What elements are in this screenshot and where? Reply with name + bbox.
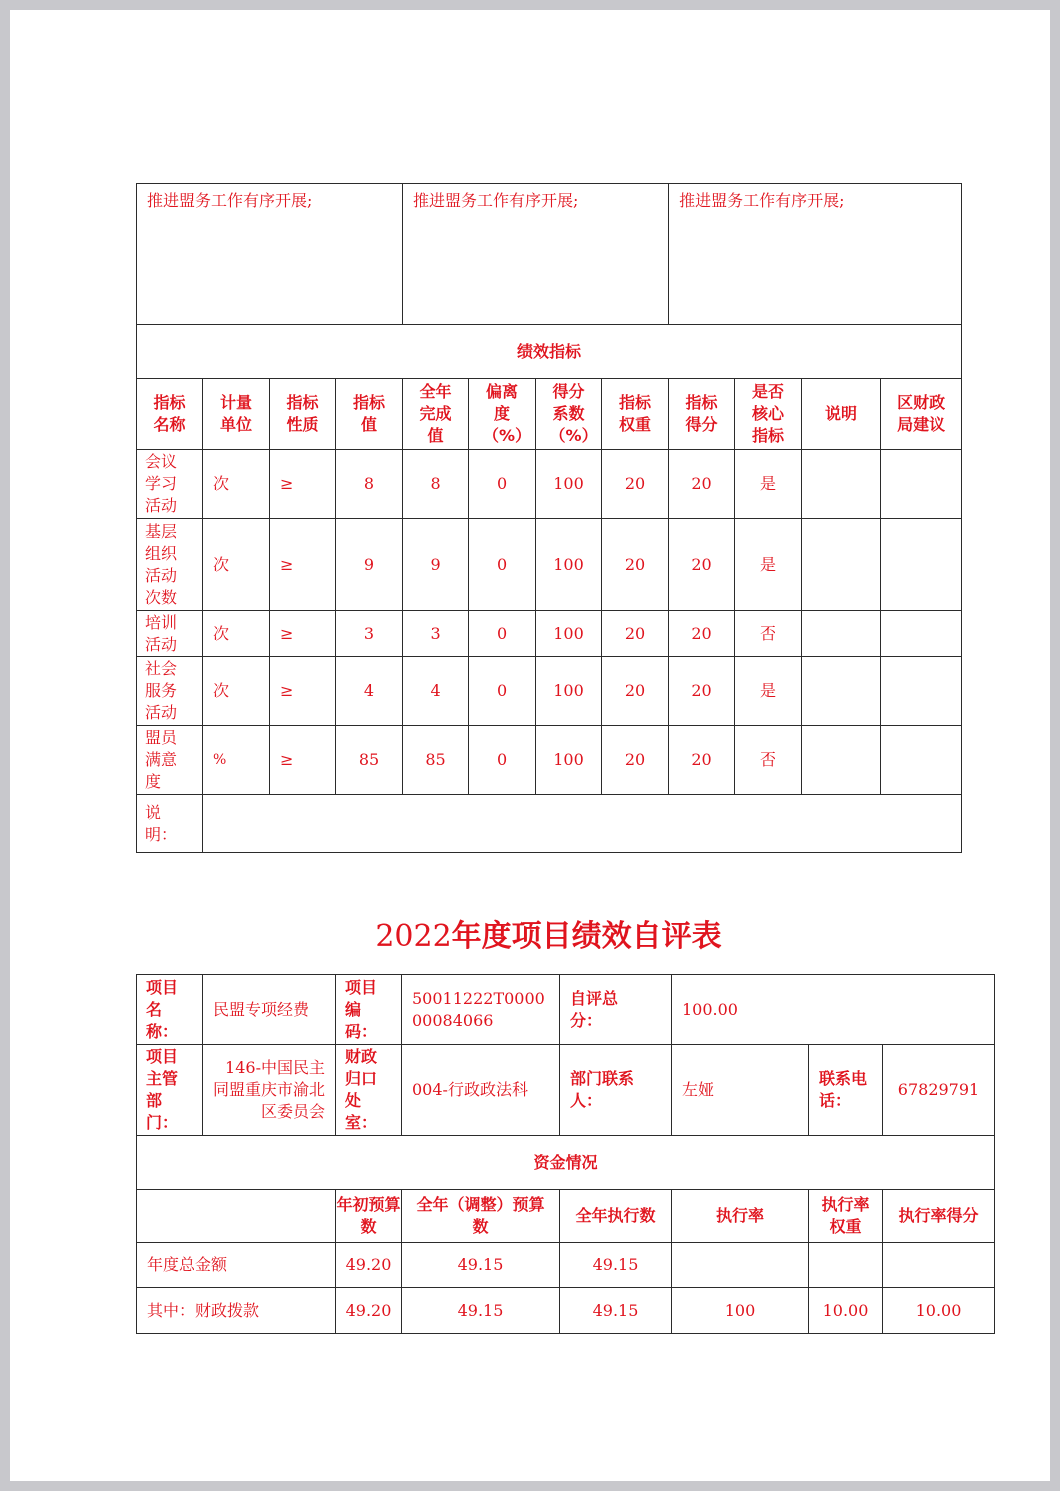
actual-cell: 85 [403,726,469,795]
fund-col-header: 执行率权重 [809,1190,883,1243]
rate-weight-cell [809,1243,883,1288]
adjusted-cell: 49.15 [402,1288,560,1334]
actual-cell: 8 [403,450,469,519]
note-value [203,795,962,853]
note-label: 说明： [137,795,203,853]
note-cell [802,726,881,795]
project-name-label: 项目名称： [137,975,203,1045]
weight-cell: 20 [602,611,669,657]
fund-row [137,1288,995,1334]
project-info-row [137,975,995,1045]
coef-cell: 100 [536,657,602,726]
nature-cell: ≥ [270,611,336,657]
score-cell: 20 [669,726,735,795]
budget-cell: 49.20 [336,1288,402,1334]
contact-label: 部门联系人： [560,1045,672,1136]
col-header: 得分系数（%） [536,379,602,450]
rate-cell [672,1243,809,1288]
project-code: 50011222T000000084066 [402,975,560,1045]
indicator-name: 培训活动 [137,611,203,657]
goal-cell: 推进盟务工作有序开展; [669,184,962,325]
score-cell: 20 [669,450,735,519]
dept: 146-中国民主同盟重庆市渝北区委员会 [203,1045,336,1136]
fund-section-title: 资金情况 [137,1136,995,1190]
phone-label: 联系电话： [809,1045,883,1136]
core-cell: 是 [735,657,802,726]
note-row [137,795,962,853]
section-title: 绩效指标 [137,325,962,379]
advice-cell [881,519,962,611]
col-header: 计量单位 [203,379,270,450]
header-row [137,379,962,450]
target-cell: 85 [336,726,403,795]
dept-info-row [137,1045,995,1136]
target-cell: 9 [336,519,403,611]
goal-row [137,184,962,325]
target-cell: 4 [336,657,403,726]
fund-label: 年度总金额 [137,1243,336,1288]
note-cell [802,611,881,657]
deviation-cell: 0 [469,726,536,795]
unit-cell: 次 [203,519,270,611]
goal-cell: 推进盟务工作有序开展; [403,184,669,325]
deviation-cell: 0 [469,611,536,657]
advice-cell [881,657,962,726]
indicator-name: 会议学习活动 [137,450,203,519]
project-self-evaluation-table [136,974,995,1334]
col-header: 区财政局建议 [881,379,962,450]
actual-cell: 4 [403,657,469,726]
fund-label: 其中：财政拨款 [137,1288,336,1334]
actual-cell: 3 [403,611,469,657]
rate-cell: 100 [672,1288,809,1334]
fund-col-header [137,1190,336,1243]
project-name: 民盟专项经费 [203,975,336,1045]
coef-cell: 100 [536,519,602,611]
dept-label: 项目主管部门： [137,1045,203,1136]
budget-cell: 49.20 [336,1243,402,1288]
coef-cell: 100 [536,726,602,795]
goal-cell: 推进盟务工作有序开展; [137,184,403,325]
title-year: 2022 [375,919,452,954]
col-header: 指标值 [336,379,403,450]
fund-row [137,1243,995,1288]
col-header: 偏离度（%） [469,379,536,450]
deviation-cell: 0 [469,519,536,611]
col-header: 指标权重 [602,379,669,450]
fund-col-header: 执行率得分 [883,1190,995,1243]
advice-cell [881,450,962,519]
target-cell: 8 [336,450,403,519]
col-header: 是否核心指标 [735,379,802,450]
nature-cell: ≥ [270,726,336,795]
col-header: 指标性质 [270,379,336,450]
coef-cell: 100 [536,450,602,519]
executed-cell: 49.15 [560,1288,672,1334]
col-header: 指标得分 [669,379,735,450]
core-cell: 否 [735,726,802,795]
indicator-name: 基层组织活动次数 [137,519,203,611]
page-title [136,917,961,957]
actual-cell: 9 [403,519,469,611]
fund-header-row [137,1190,995,1243]
col-header: 全年完成值 [403,379,469,450]
self-score: 100.00 [672,975,995,1045]
nature-cell: ≥ [270,519,336,611]
note-cell [802,657,881,726]
weight-cell: 20 [602,726,669,795]
project-code-label: 项目编码： [336,975,402,1045]
indicator-name: 社会服务活动 [137,657,203,726]
table-row [137,450,962,519]
core-cell: 否 [735,611,802,657]
nature-cell: ≥ [270,657,336,726]
score-cell: 20 [669,611,735,657]
core-cell: 是 [735,519,802,611]
weight-cell: 20 [602,450,669,519]
executed-cell: 49.15 [560,1243,672,1288]
nature-cell: ≥ [270,450,336,519]
fund-col-header: 全年（调整）预算数 [402,1190,560,1243]
rate-score-cell [883,1243,995,1288]
target-cell: 3 [336,611,403,657]
unit-cell: 次 [203,611,270,657]
self-score-label: 自评总分： [560,975,672,1045]
document-page [10,10,1050,1481]
office-label: 财政归口处室： [336,1045,402,1136]
fund-col-header: 全年执行数 [560,1190,672,1243]
office: 004-行政政法科 [402,1045,560,1136]
col-header: 指标名称 [137,379,203,450]
weight-cell: 20 [602,657,669,726]
adjusted-cell: 49.15 [402,1243,560,1288]
unit-cell: 次 [203,450,270,519]
unit-cell: 次 [203,657,270,726]
weight-cell: 20 [602,519,669,611]
performance-indicator-table [136,183,962,853]
table-row [137,519,962,611]
rate-weight-cell: 10.00 [809,1288,883,1334]
advice-cell [881,611,962,657]
col-header: 说明 [802,379,881,450]
score-cell: 20 [669,519,735,611]
deviation-cell: 0 [469,657,536,726]
phone: 67829791 [883,1045,995,1136]
table-row [137,657,962,726]
title-text: 年度项目绩效自评表 [451,919,722,954]
table-row [137,611,962,657]
note-cell [802,519,881,611]
advice-cell [881,726,962,795]
coef-cell: 100 [536,611,602,657]
fund-col-header: 执行率 [672,1190,809,1243]
contact: 左娅 [672,1045,809,1136]
fund-col-header: 年初预算数 [336,1190,402,1243]
core-cell: 是 [735,450,802,519]
deviation-cell: 0 [469,450,536,519]
score-cell: 20 [669,657,735,726]
table-row [137,726,962,795]
unit-cell: % [203,726,270,795]
rate-score-cell: 10.00 [883,1288,995,1334]
note-cell [802,450,881,519]
indicator-name: 盟员满意度 [137,726,203,795]
